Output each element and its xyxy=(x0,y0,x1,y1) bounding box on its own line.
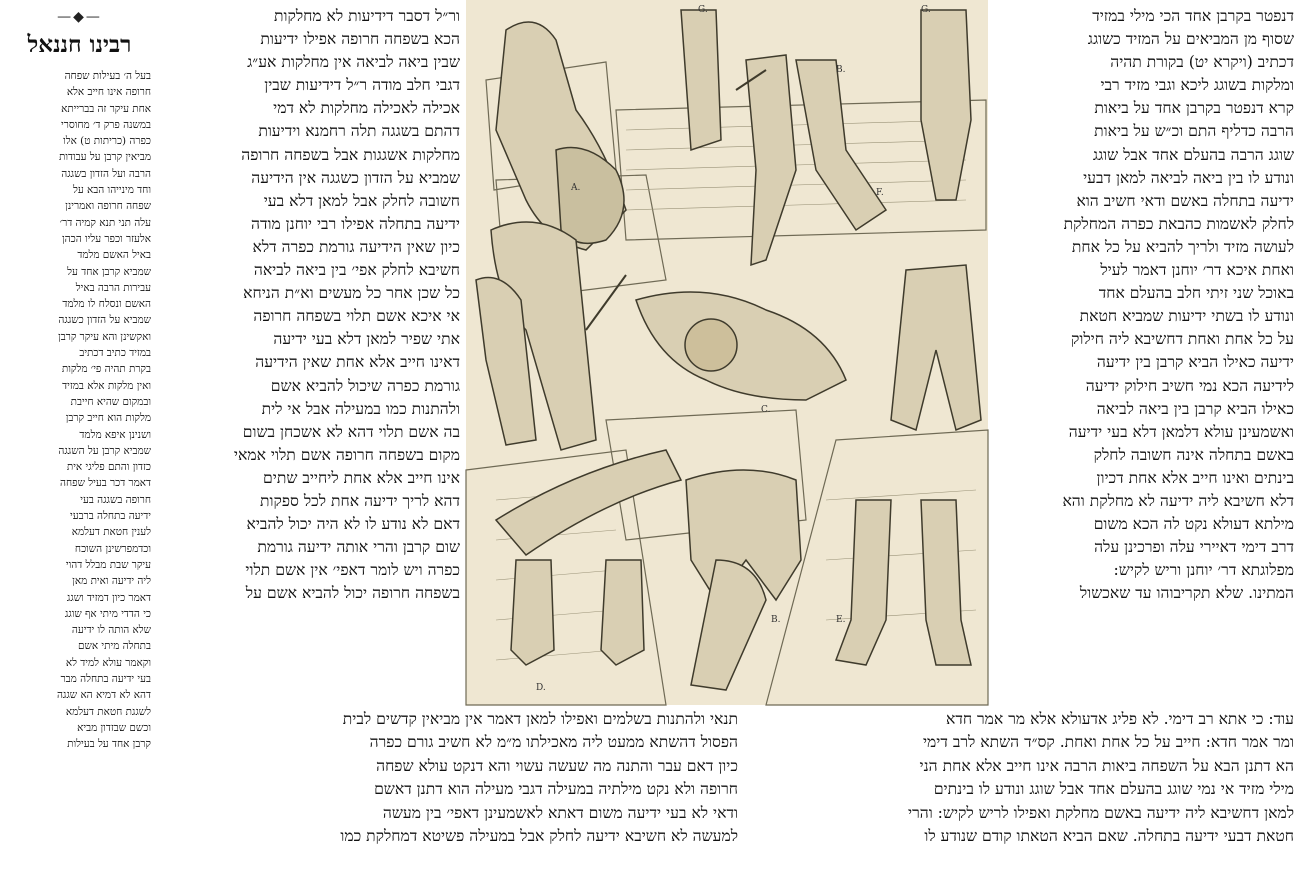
text-line: בינתים ואינו חייב אלא אחת דכיון xyxy=(1096,468,1294,487)
text-line: חטאת דבעי ידיעה בתחלה. שאם הביא הטאתו קודם שנודע לו xyxy=(924,827,1294,846)
text-line: כי הדדי מיתי אף שוגג xyxy=(64,607,151,620)
text-line: הא דתנן הבא על השפחה ביאות הרבה אינו חייב אלא אחת הני xyxy=(919,756,1294,775)
text-line: ושנינן איפא מלמד xyxy=(79,428,151,441)
text-line: ידיעה כאילו הביא קרבן בין ידיעה xyxy=(1096,353,1294,372)
text-line: כל שכן אחר כל מעשים וא״ת הניחא xyxy=(243,284,460,303)
figure-label: F. xyxy=(876,188,884,198)
text-line: חשובה לחלק אבל למאן דלא בעי xyxy=(263,191,460,210)
bottom-text-left-column xyxy=(340,708,738,870)
text-line: שום קרבן והרי אותה ידיעה גורמת xyxy=(257,538,460,557)
text-line: קרא דנפטר בקרבן אחד על ביאות xyxy=(1094,99,1294,118)
text-line: אחת עיקר זה בברייתא xyxy=(61,102,151,115)
text-line: מילי מזיד אי נמי שוגג בהעלם אחד אבל שוגג ונודע לו בינתים xyxy=(933,780,1294,799)
text-line: כזדון והתם פליגי אית xyxy=(66,461,151,474)
text-line: וכשם שבזדון מביא xyxy=(77,721,151,734)
commentary-text xyxy=(340,708,738,848)
figure-label: B. xyxy=(771,615,781,625)
text-line: עיקר שבת מבלל דהוי xyxy=(65,558,151,571)
text-line: למאן דחשיבא ליה ידיעה באשם מחלקת ואפילו לריש לקיש: והרי xyxy=(907,803,1294,822)
commentary-text xyxy=(158,5,460,605)
text-line: מביאין קרבן על עבודות xyxy=(58,151,151,164)
text-line: המתינו. שלא תקריבוהו עד שאכשול xyxy=(1079,584,1294,603)
text-line: דלא חשיבא ליה ידיעה לא מחלקת והא xyxy=(1062,491,1294,510)
text-line: בשפחה חרופה יכול להביא אשם על xyxy=(245,584,460,603)
figure-label: B. xyxy=(836,65,846,75)
text-line: שמביא קרבן על השגגה xyxy=(58,444,151,457)
text-line: ובמקום שהיא חייבת xyxy=(70,395,151,408)
text-line: דאם לא נודע לו לא היה יכול להביא xyxy=(246,515,460,534)
text-line: שמביא על הזדון כשגגה אין הידיעה xyxy=(251,168,460,187)
text-line: אתי שפיר למאן דלא בעי ידיעה xyxy=(273,330,460,349)
text-line: בה אשם תלוי דהא לא אשכחן בשום xyxy=(242,422,460,441)
text-line: בעל ה׳ בעילות שפחה xyxy=(64,70,151,82)
text-line: ליה ידיעה ואית מאן xyxy=(72,575,151,588)
text-line: ור״ל דסבר דידיעות לא מחלקות xyxy=(273,7,460,25)
text-line: קרבן אחד על בעילות xyxy=(67,738,151,751)
bottom-text-right-column xyxy=(748,708,1294,870)
text-line: מלקות הוא חייב קרבן xyxy=(65,412,151,425)
text-line: מחלקות אשגגות אבל בשפחה חרופה xyxy=(241,145,460,164)
armor-illustration xyxy=(466,0,988,705)
text-line: באוכל שני זיתי חלב בהעלם אחד xyxy=(1098,284,1294,303)
text-line: אכילה לאכילה מחלקות לא דמי xyxy=(273,99,460,118)
text-line: למעשה לא חשיבא ידיעה לחלק אבל במעילה פשיטא דמחלקת כמו xyxy=(340,827,738,846)
text-line: שלא הותה לו ידיעה xyxy=(71,624,151,637)
text-line: ידיעה בתחלה אפילו רבי יוחנן מודה xyxy=(251,214,460,233)
main-text-left-column xyxy=(158,5,460,705)
text-line: וקאמר עולא למיד לא xyxy=(65,656,151,669)
text-line: אלעזר וכפר עליו הכהן xyxy=(62,232,151,245)
text-line: בעי ידיעה בתחלה מבר xyxy=(60,672,151,685)
main-text-right-column xyxy=(998,5,1294,705)
figure-label: C. xyxy=(761,405,771,415)
text-line: דנפטר בקרבן אחד הכי מילי במזיד xyxy=(1092,7,1294,25)
text-line: חרופה אינו חייב אלא xyxy=(66,86,151,99)
figure-label: G. xyxy=(921,5,931,15)
text-line: וחד מינייהו הבא על xyxy=(72,184,151,197)
text-line: ואקשינן והא עיקר קרבן xyxy=(58,330,151,343)
text-line: שוגג הרבה בהעלם אחד אבל שוגג xyxy=(1092,145,1294,164)
text-line: חרופה ולא נקט מילתיה במעילה דגבי מעילה הוא דתנן דאשם xyxy=(374,780,738,799)
text-line: במשנה פרק ד׳ מחוסרי xyxy=(61,118,151,131)
text-line: גורמת כפרה שיכול להביא אשם xyxy=(270,376,460,395)
text-line: לענין חטאת דעלמא xyxy=(71,526,151,539)
text-line: תנאי ולהתנות בשלמים ואפילו למאן דאמר אין מביאין קדשים לבית xyxy=(342,710,738,728)
text-line: מקום בשפחה חרופה אשם תלוי אמאי xyxy=(233,445,460,464)
text-line: דאמר דכר בעיל שפחה xyxy=(60,477,151,490)
text-line: כיון דאם עבר והתנה מה שעשה עשוי והא דנקט עולא שפחה xyxy=(376,756,738,775)
text-line: לידיעה הכא נמי חשיב חילוק ידיעה xyxy=(1085,376,1294,395)
text-line: דהא לריך ידיעה אחת לכל ספקות xyxy=(260,491,460,510)
text-line: שסוף מן המביאים על המזיד כשוגג xyxy=(1087,30,1294,49)
text-line: כפרה ויש לומר דאפי׳ אין אשם תלוי xyxy=(245,561,460,580)
text-line: הרבה ועל הזדון בשגגה xyxy=(61,167,151,180)
text-line: בקרת תהיה פי׳ מלקות xyxy=(61,363,151,376)
text-line: חשיבא לחלק אפי׳ בין ביאה לביאה xyxy=(253,261,460,280)
text-line: לחלק לאשמות כהבאת כפרה המחלקת xyxy=(1063,214,1294,233)
column-title: רבינו חננאל xyxy=(27,31,132,58)
figure-label: A. xyxy=(571,183,581,193)
text-line: לעושה מזיד ולריך להביא על כל אחת xyxy=(1071,237,1294,256)
text-line: אי איכא אשם תלוי בשפחה חרופה xyxy=(253,307,460,326)
commentary-text xyxy=(748,708,1294,848)
commentary-text xyxy=(8,68,151,752)
text-line: ידיעה בתחלה באשם ודאי חשיב הוא xyxy=(1076,191,1294,210)
text-line: דגבי חלב מודה ר״ל דידיעות שבין xyxy=(264,76,460,95)
text-line: שבין ביאה לביאה אין מחלקות אע״ג xyxy=(247,53,460,72)
text-line: באיל האשם מלמד xyxy=(77,249,151,262)
text-line: באשם בתחלה אינה חשובה לחלק xyxy=(1093,445,1294,464)
text-line: דהתם בשגגה תלה רחמנא וידיעות xyxy=(258,122,460,141)
text-line: מילתא דעולא נקט לה הכא משום xyxy=(1093,515,1294,534)
text-line: בתחלה מיתי אשם xyxy=(78,640,151,653)
figure-label: D. xyxy=(536,683,546,693)
text-line: האשם ונסלח לו מלמד xyxy=(62,298,151,311)
text-line: ואין מלקות אלא במזיד xyxy=(62,379,151,392)
text-line: וכדמפרשינן השוכח xyxy=(74,542,151,555)
text-line: מפלוגתא דר׳ יוחנן וריש לקיש: xyxy=(1113,561,1294,580)
text-line: חרופה בשגגה בעי xyxy=(80,493,151,506)
text-line: ידיעה בתחלה ברבעי xyxy=(70,510,151,523)
text-line: דאמר כיון דמזיד ושגג xyxy=(66,591,151,604)
text-line: על כל אחת ואחת דחשיבא ליה חילוק xyxy=(1071,330,1294,349)
text-line: שמביא קרבן אחד על xyxy=(67,265,151,278)
text-line: עלה תני תנא קמיה דר׳ xyxy=(59,216,151,229)
text-line: שפחה חרופה ואמרינן xyxy=(65,200,151,213)
text-line: ואחת איכא דר׳ יוחנן דאמר לעיל xyxy=(1100,261,1294,280)
text-line: ונודע לו בין ביאה לביאה למאן דבעי xyxy=(1083,168,1294,187)
text-line: עוד: כי אתא רב דימי. לא פליג אדעולא אלא מר אמר חדא xyxy=(945,710,1294,728)
text-line: עבירות הרבה באיל xyxy=(75,281,151,294)
text-line: הרבה כדליף התם וכ״ש על ביאות xyxy=(1094,122,1294,141)
text-line: דהא לא דמיא הא שגגה xyxy=(56,689,151,702)
text-line: כאילו הביא קרבן בין ביאה לביאה xyxy=(1096,399,1294,418)
rabbeinu-chananel-column xyxy=(8,8,151,868)
figure-label: G. xyxy=(698,5,708,15)
text-line: כיון שאין הידיעה גורמת כפרה דלא xyxy=(252,237,460,256)
ornament-divider: —◆— xyxy=(57,9,102,25)
text-line: הכא בשפחה חרופה אפילו ידיעות xyxy=(260,30,460,49)
text-line: דרב דימי דאיירי עלה ופרכינן עלה xyxy=(1094,538,1294,557)
text-line: ודאי לא בעי ידיעה משום דאתא לאשמעינן דאפי׳ בין מעשה xyxy=(382,803,738,822)
figure-label: E. xyxy=(836,615,846,625)
text-line: דכתיב (ויקרא יט) בקורת תהיה xyxy=(1110,53,1294,72)
engraving-image xyxy=(466,0,988,705)
text-line: ולהתנות כמו במעילה אבל אי לית xyxy=(261,399,460,418)
text-line: שמביא על הזדון כשגגה xyxy=(58,314,151,327)
commentary-text xyxy=(998,5,1294,605)
text-line: אינו חייב אלא אחת ליחייב שתים xyxy=(263,468,460,487)
text-line: ומר אמר חדא: חייב על כל אחת ואחת. קס״ד השתא לרב דימי xyxy=(922,733,1294,752)
text-line: ואשמעינן עולא דלמאן דלא בעי ידיעה xyxy=(1068,422,1294,441)
text-line: לשגגת חטאת דעלמא xyxy=(65,705,151,718)
text-line: ונודע לו בשתי ידיעות שמביא חטאת xyxy=(1079,307,1294,326)
text-line: במזיד כתיב דכתיב xyxy=(79,347,151,360)
text-line: כפרה (כריתות ט) אלו xyxy=(63,135,151,148)
text-line: ומלקות בשוגג ליכא וגבי מזיד רבי xyxy=(1100,76,1294,95)
text-line: דאינו חייב אלא אחת שאין הידיעה xyxy=(255,353,460,372)
text-line: הפסול דהשתא ממעט ליה מאכילתו מ״מ לא חשיב גורם כפרה xyxy=(369,733,738,752)
